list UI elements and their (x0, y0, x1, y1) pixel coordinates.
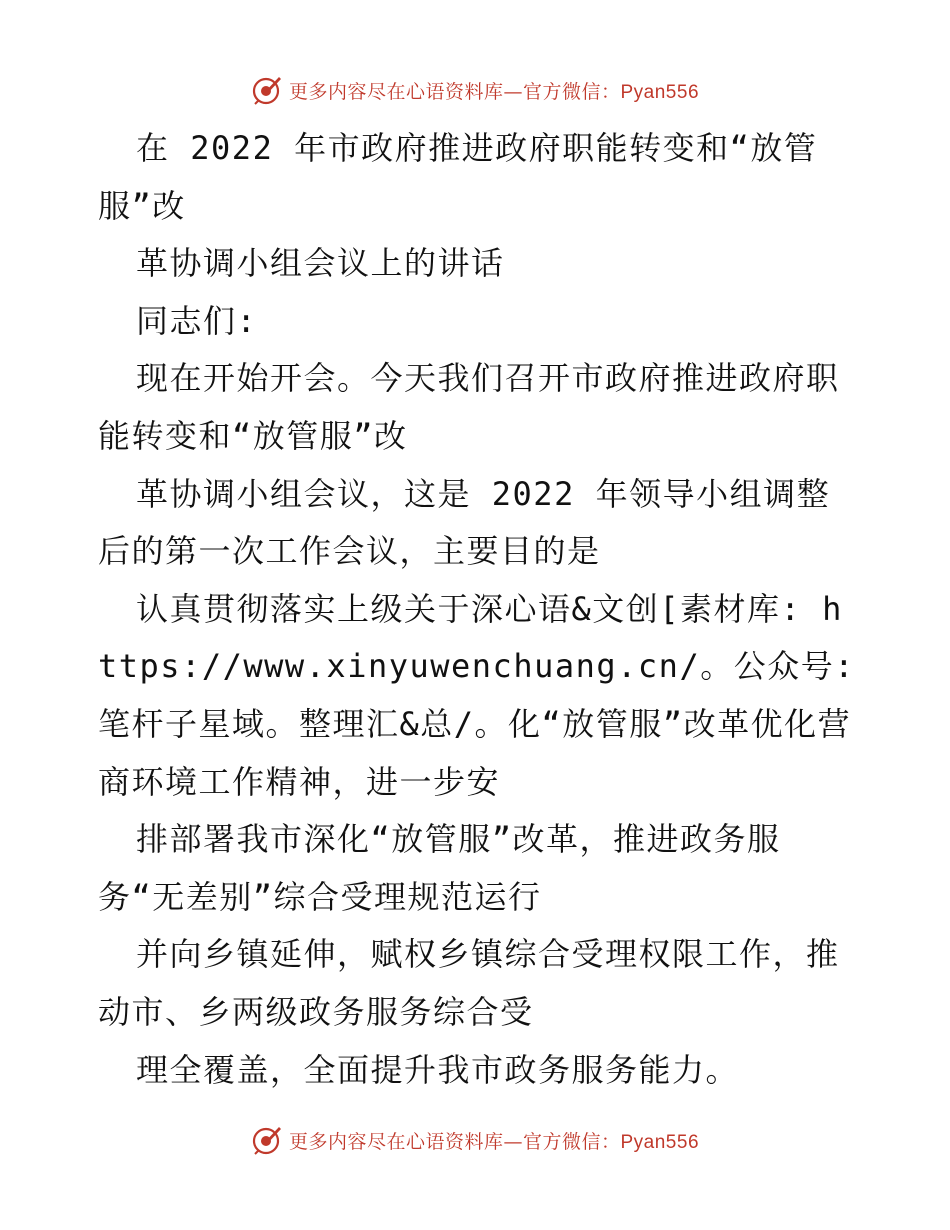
quill-logo-icon (251, 74, 283, 106)
quill-logo-icon (251, 1124, 283, 1156)
paragraph-3: 同志们: (136, 301, 258, 340)
document-body (98, 120, 858, 1099)
paragraph-7: 排部署我市深化“放管服”改革，推进政务服务“无差别”综合受理规范运行 (98, 820, 781, 916)
paragraph-6: 认真贯彻落实上级关于深心语&文创[素材库: https://www.xinyuwenchuang.cn/。公众号: 笔杆子星域。整理汇&总/。化“放管服”改革优化营商环境工作精神，进一步安 (98, 589, 855, 801)
paragraph-1: 在 2022 年市政府推进政府职能转变和“放管服”改 (98, 129, 818, 225)
watermark-handle: Pyan556 (620, 81, 700, 103)
paragraph-9: 理全覆盖，全面提升我市政务服务能力。 (136, 1050, 740, 1089)
watermark-text: 更多内容尽在心语资料库—官方微信：Pyan556 (288, 1130, 700, 1153)
paragraph-4: 现在开始开会。今天我们召开市政府推进政府职能转变和“放管服”改 (98, 359, 840, 455)
watermark-handle: Pyan556 (620, 1131, 700, 1153)
paragraph-5: 革协调小组会议，这是 2022 年领导小组调整后的第一次工作会议，主要目的是 (98, 474, 831, 571)
watermark-banner-top (0, 70, 950, 110)
paragraph-2: 革协调小组会议上的讲话 (136, 244, 505, 283)
paragraph-8: 并向乡镇延伸，赋权乡镇综合受理权限工作，推动市、乡两级政务服务综合受 (98, 935, 840, 1031)
watermark-text: 更多内容尽在心语资料库—官方微信：Pyan556 (288, 80, 700, 103)
watermark-banner-bottom (0, 1120, 950, 1160)
